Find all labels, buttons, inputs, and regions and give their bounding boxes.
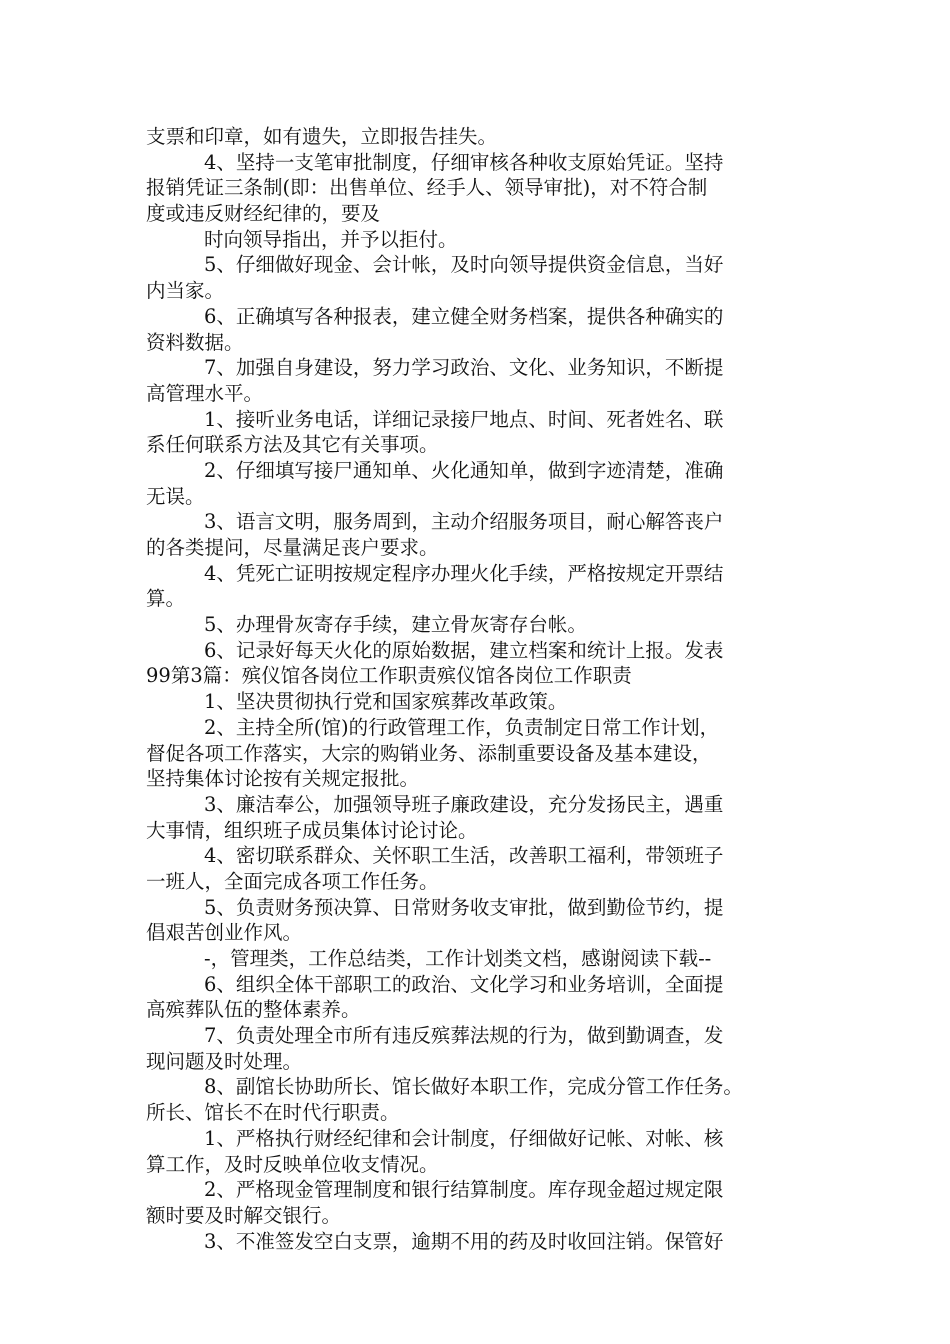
text-line: 3、不准签发空白支票，逾期不用的药及时收回注销。保管好 [204,1229,724,1253]
text-line: 4、凭死亡证明按规定程序办理火化手续，严格按规定开票结 [204,561,724,585]
document-body [146,124,826,1254]
text-line: 6、组织全体干部职工的政治、文化学习和业务培训，全面提 [204,972,724,996]
text-line: 6、记录好每天火化的原始数据，建立档案和统计上报。发表 [204,638,724,662]
text-line: 6、正确填写各种报表，建立健全财务档案，提供各种确实的 [204,304,724,328]
text-line: 所长、馆长不在时代行职责。 [146,1101,400,1125]
text-line: 7、负责处理全市所有违反殡葬法规的行为，做到勤调查，发 [204,1024,724,1048]
text-line: 高殡葬队伍的整体素养。 [146,998,361,1022]
text-line: 1、接听业务电话，详细记录接尸地点、时间、死者姓名、联 [204,407,724,431]
text-line: 1、坚决贯彻执行党和国家殡葬改革政策。 [204,690,568,714]
text-line: 资料数据。 [146,330,244,354]
text-line: 2、主持全所(馆)的行政管理工作，负责制定日常工作计划， [204,715,720,739]
text-line: 5、办理骨灰寄存手续，建立骨灰寄存台帐。 [204,613,587,637]
text-line: 高管理水平。 [146,381,264,405]
text-line: 2、仔细填写接尸通知单、火化通知单，做到字迹清楚，准确 [204,458,724,482]
text-line: 的各类提问，尽量满足丧户要求。 [146,536,439,559]
text-line: 4、坚持一支笔审批制度，仔细审核各种收支原始凭证。坚持 [204,150,724,174]
text-line: -，管理类，工作总结类，工作计划类文档，感谢阅读下载-- [204,947,712,970]
text-line: 3、廉洁奉公，加强领导班子廉政建设，充分发扬民主，遇重 [204,792,724,816]
text-line: 算工作，及时反映单位收支情况。 [146,1152,439,1176]
text-line: 时向领导指出，并予以拒付。 [204,227,458,251]
text-line: 5、负责财务预决算、日常财务收支审批，做到勤俭节约，提 [204,895,724,919]
text-line: 额时要及时解交银行。 [146,1203,342,1227]
text-line: 倡艰苦创业作风。 [146,921,303,945]
text-line: 督促各项工作落实，大宗的购销业务、添制重要设备及基本建设， [146,741,712,765]
text-line: 8、副馆长协助所长、馆长做好本职工作，完成分管工作任务。 [204,1075,743,1099]
text-line: 报销凭证三条制(即：出售单位、经手人、领导审批)，对不符合制 [146,176,708,200]
text-line: 大事情，组织班子成员集体讨论讨论。 [146,818,478,842]
text-line: 7、加强自身建设，努力学习政治、文化、业务知识，不断提 [204,356,724,380]
text-line: 5、仔细做好现金、会计帐，及时向领导提供资金信息，当好 [204,253,724,277]
text-line: 系任何联系方法及其它有关事项。 [146,433,439,457]
text-line: 4、密切联系群众、关怀职工生活，改善职工福利，带领班子 [204,844,724,868]
text-line: 一班人，全面完成各项工作任务。 [146,869,439,893]
text-line: 坚持集体讨论按有关规定报批。 [146,767,420,791]
text-line: 算。 [146,587,186,611]
text-line: 现问题及时处理。 [146,1049,303,1073]
text-line: 度或违反财经纪律的，要及 [146,202,381,226]
text-line: 99第3篇：殡仪馆各岗位工作职责殡仪馆各岗位工作职责 [146,664,632,688]
text-line: 3、语言文明，服务周到，主动介绍服务项目，耐心解答丧户 [204,510,724,534]
text-line: 2、严格现金管理制度和银行结算制度。库存现金超过规定限 [204,1178,724,1202]
text-line: 支票和印章，如有遗失，立即报告挂失。 [146,125,498,148]
text-line: 无误。 [146,484,205,508]
text-line: 1、严格执行财经纪律和会计制度，仔细做好记帐、对帐、核 [204,1126,724,1150]
text-line: 内当家。 [146,279,225,303]
